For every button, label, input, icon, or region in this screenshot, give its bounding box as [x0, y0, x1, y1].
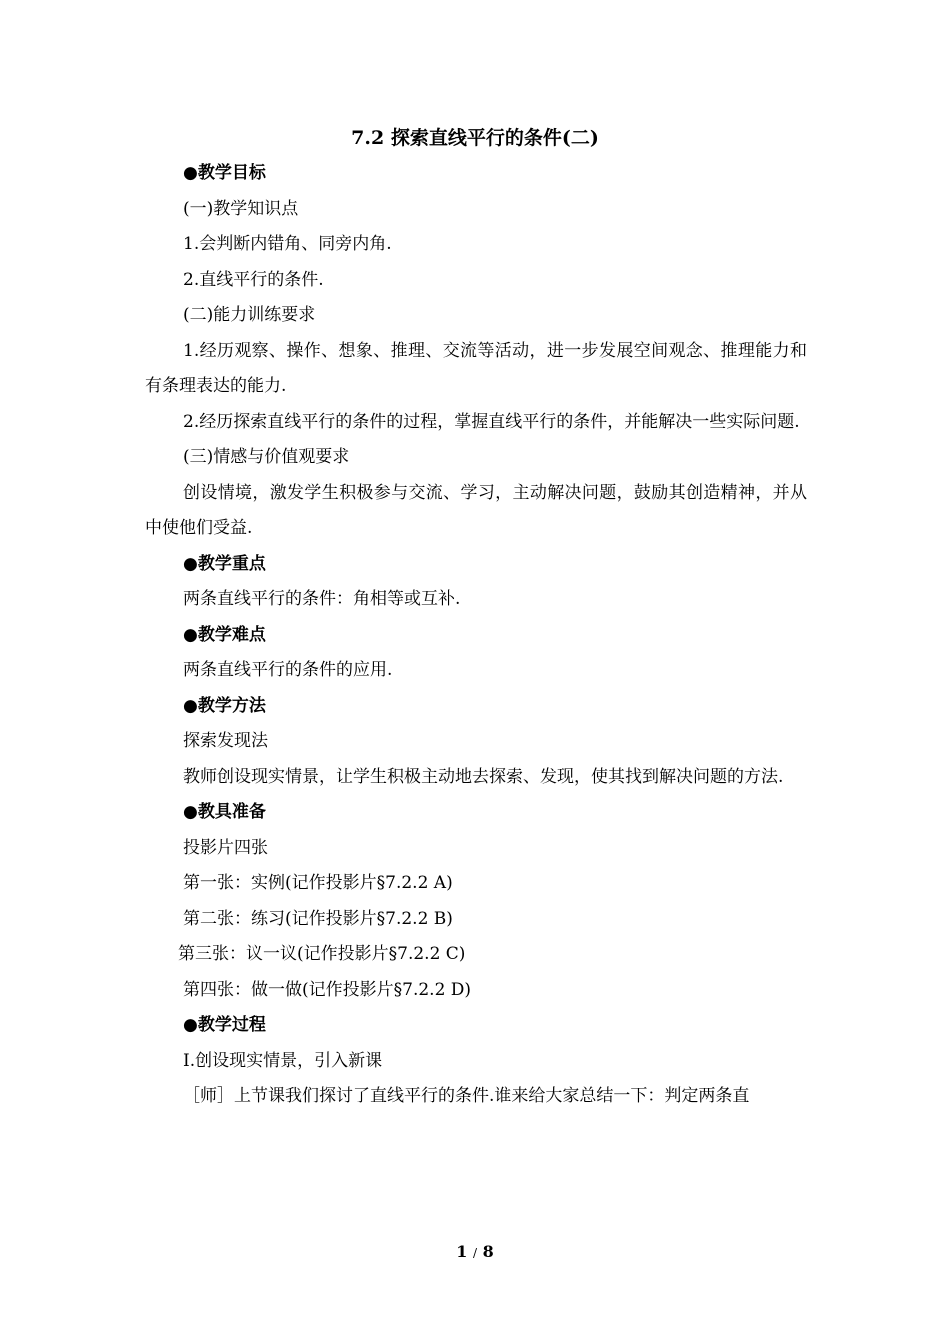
- tools-item-1: 第一张：实例(记作投影片§7.2.2 A): [183, 873, 453, 893]
- method-text: 教师创设现实情景，让学生积极主动地去探索、发现，使其找到解决问题的方法.: [183, 766, 784, 787]
- process-step-2: ［师］上节课我们探讨了直线平行的条件.谁来给大家总结一下：判定两条直: [183, 1086, 750, 1106]
- key-point-heading: ●教学重点: [183, 553, 266, 574]
- emotion-text: 创设情境，激发学生积极参与交流、学习，主动解决问题，鼓励其创造精神，并从中使他们受益.: [145, 482, 807, 538]
- process-step-1: Ⅰ.创设现实情景，引入新课: [183, 1050, 383, 1071]
- emotion-heading: (三)情感与价值观要求: [183, 447, 350, 467]
- key-point-text: 两条直线平行的条件：角相等或互补.: [183, 589, 461, 609]
- tools-item-4: 第四张：做一做(记作投影片§7.2.2 D): [183, 979, 472, 1000]
- knowledge-heading: (一)教学知识点: [183, 198, 299, 219]
- knowledge-item-2: 2.直线平行的条件.: [183, 269, 324, 290]
- total-pages: 8: [482, 1242, 494, 1261]
- ability-item-1: 1.经历观察、操作、想象、推理、交流等活动，进一步发展空间观念、推理能力和有条理表达的能力.: [145, 340, 807, 396]
- ability-item-2: 2.经历探索直线平行的条件的过程，掌握直线平行的条件，并能解决一些实际问题.: [183, 411, 800, 432]
- current-page: 1: [456, 1242, 468, 1261]
- tools-summary: 投影片四张: [183, 837, 268, 858]
- tools-item-2: 第二张：练习(记作投影片§7.2.2 B): [183, 908, 453, 929]
- objectives-heading: ●教学目标: [183, 163, 266, 183]
- page-number: [0, 1241, 950, 1264]
- method-name: 探索发现法: [183, 731, 268, 751]
- method-heading: ●教学方法: [183, 695, 266, 716]
- process-heading: ●教学过程: [183, 1015, 266, 1035]
- knowledge-item-1: 1.会判断内错角、同旁内角.: [183, 234, 392, 254]
- tools-heading: ●教具准备: [183, 802, 266, 822]
- tools-item-3: 第三张：议一议(记作投影片§7.2.2 C): [178, 944, 466, 964]
- difficulty-heading: ●教学难点: [183, 624, 266, 645]
- ability-heading: (二)能力训练要求: [183, 305, 316, 325]
- difficulty-text: 两条直线平行的条件的应用.: [183, 660, 393, 680]
- page-title: 7.2 探索直线平行的条件(二): [351, 127, 599, 149]
- document-body: [145, 156, 807, 1115]
- page-separator: /: [472, 1246, 478, 1260]
